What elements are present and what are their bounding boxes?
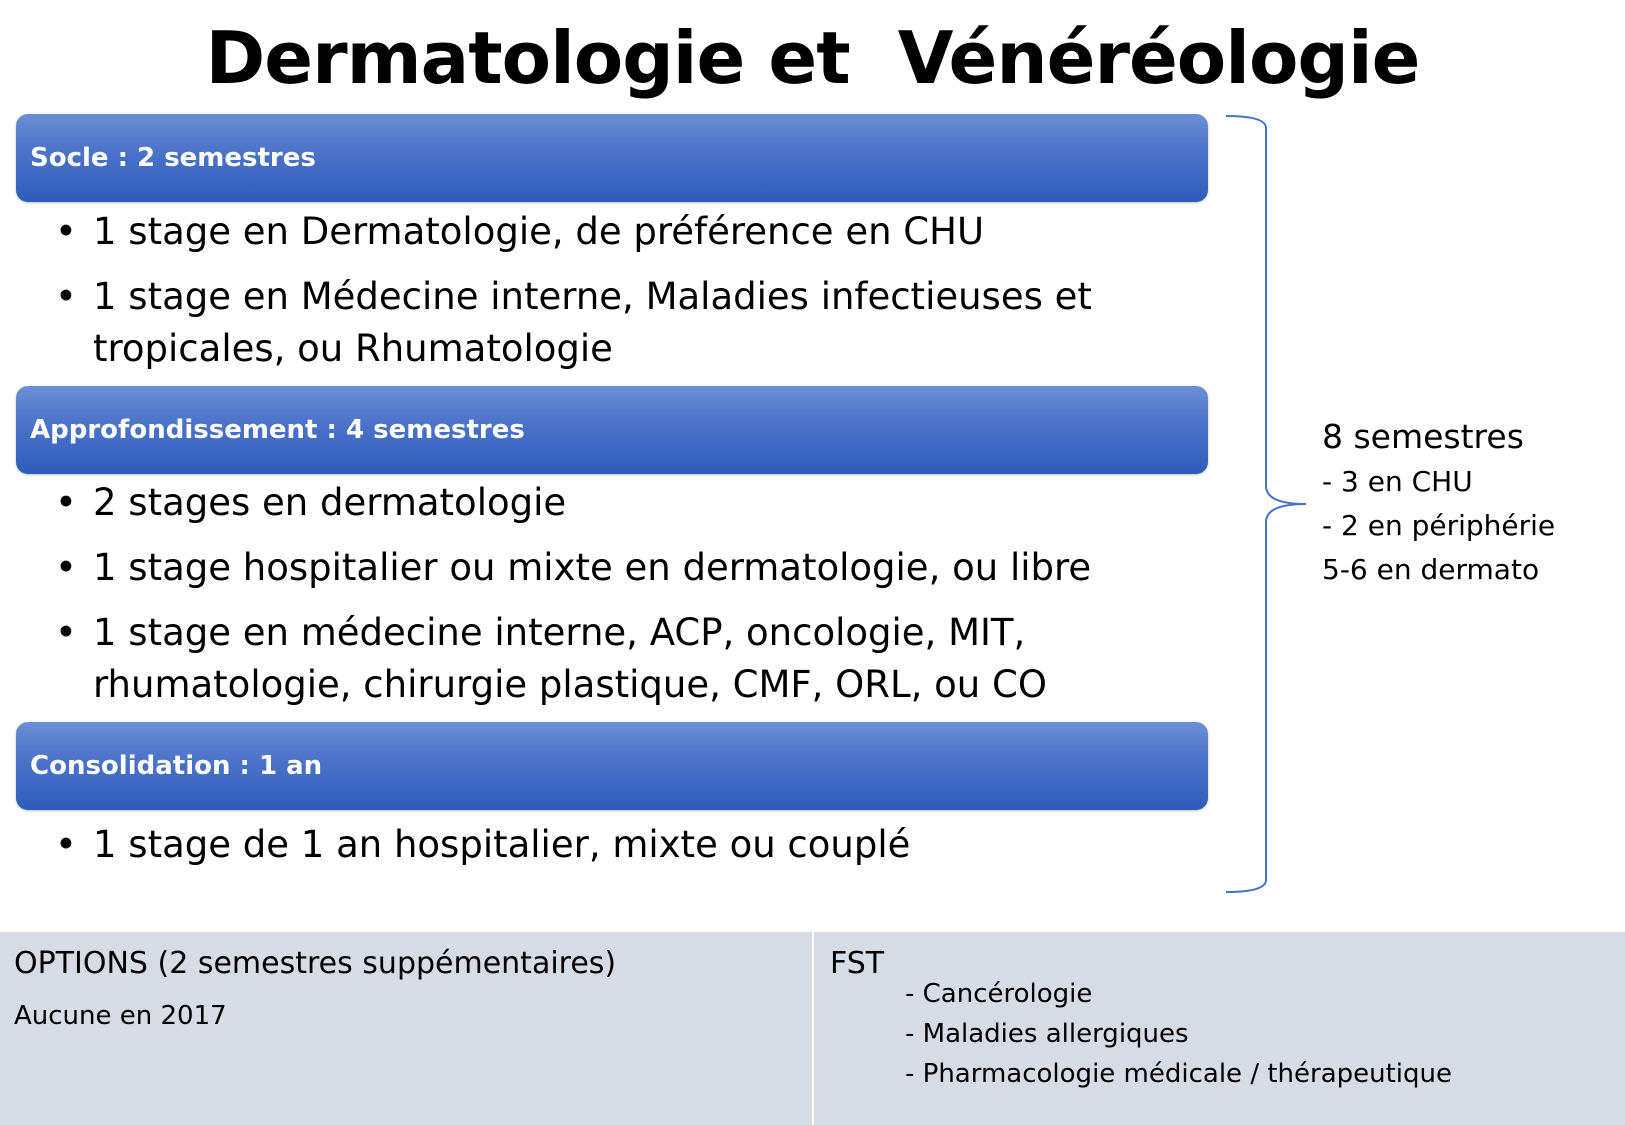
bottom-divider bbox=[812, 932, 814, 1125]
summary-line-chu: - 3 en CHU bbox=[1322, 465, 1473, 498]
section-banner-approfondissement bbox=[16, 386, 1208, 474]
semester-summary bbox=[1322, 414, 1622, 592]
section-label-socle: Socle : 2 semestres bbox=[30, 143, 316, 173]
right-brace-icon bbox=[1222, 114, 1318, 894]
list-item: • 1 stage en Médecine interne, Maladies infectieuses et tropicales, ou Rhumatologie bbox=[55, 271, 1175, 375]
options-text: Aucune en 2017 bbox=[14, 1001, 227, 1031]
fst-list bbox=[905, 974, 1452, 1094]
fst-item: - Pharmacologie médicale / thérapeutique bbox=[905, 1059, 1453, 1089]
section-banner-consolidation bbox=[16, 722, 1208, 810]
section-list-consolidation bbox=[55, 819, 1175, 884]
list-item: • 2 stages en dermatologie bbox=[55, 477, 1175, 529]
summary-line-peripherie: - 2 en périphérie bbox=[1322, 509, 1556, 542]
fst-item: - Cancérologie bbox=[905, 979, 1093, 1009]
section-banner-socle bbox=[16, 114, 1208, 202]
list-item: • 1 stage en Dermatologie, de préférence en CHU bbox=[55, 206, 1175, 258]
section-label-approfondissement: Approfondissement : 4 semestres bbox=[30, 415, 525, 445]
summary-line-dermato: 5-6 en dermato bbox=[1322, 553, 1540, 586]
options-title: OPTIONS (2 semestres suppémentaires) bbox=[14, 946, 617, 981]
fst-item: - Maladies allergiques bbox=[905, 1019, 1189, 1049]
page-title: Dermatologie et Vénéréologie bbox=[205, 16, 1420, 100]
section-label-consolidation: Consolidation : 1 an bbox=[30, 751, 323, 781]
list-item: • 1 stage de 1 an hospitalier, mixte ou couplé bbox=[55, 819, 1175, 871]
summary-total: 8 semestres bbox=[1322, 417, 1524, 456]
section-list-approfondissement bbox=[55, 477, 1175, 724]
fst-title: FST bbox=[830, 946, 885, 981]
section-list-socle bbox=[55, 206, 1175, 388]
list-item: • 1 stage en médecine interne, ACP, oncologie, MIT, rhumatologie, chirurgie plastique, CMF, ORL, ou CO bbox=[55, 607, 1175, 711]
list-item: • 1 stage hospitalier ou mixte en dermatologie, ou libre bbox=[55, 542, 1175, 594]
